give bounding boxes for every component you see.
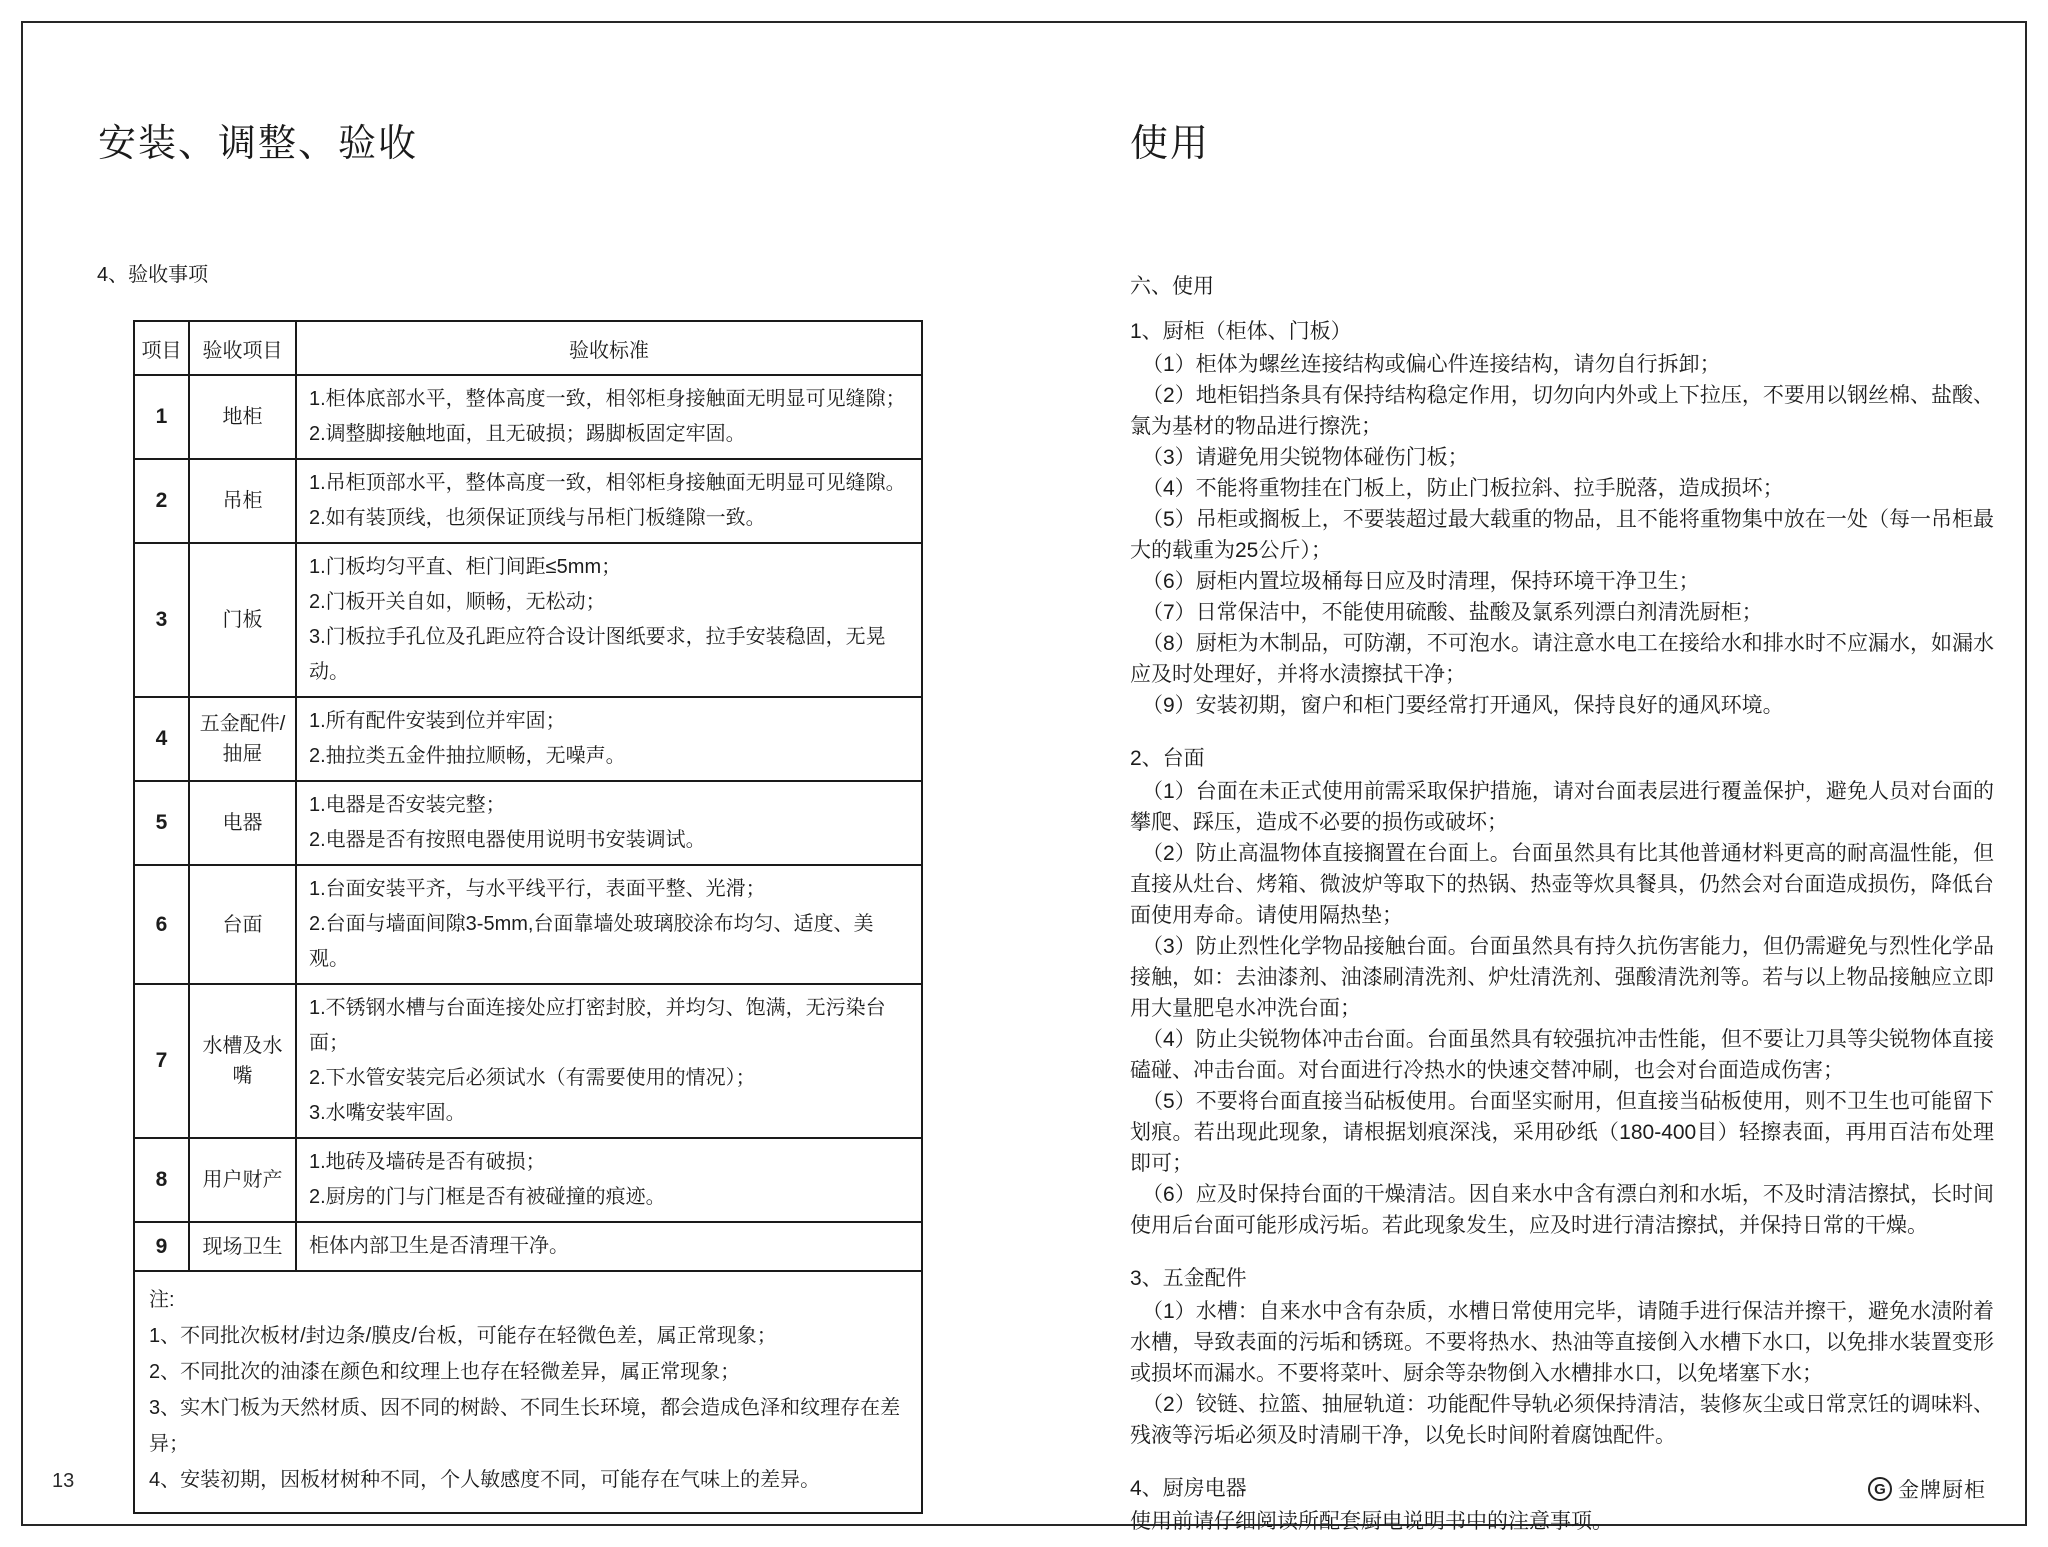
usage-paragraph: （2）铰链、拉篮、抽屉轨道：功能配件导轨必须保持清洁，装修灰尘或日常烹饪的调味料、残液等污垢必须及时清刷干净，以免长时间附着腐蚀配件。: [1130, 1393, 1994, 1447]
usage-paragraph: （1）水槽：自来水中含有杂质，水槽日常使用完毕，请随手进行保洁并擦干，避免水渍附着水槽，导致表面的污垢和锈斑。不要将热水、热油等直接倒入水槽下水口，以免排水装置变形或损坏而漏水。不要将菜叶、厨余等杂物倒入水槽排水口，以免堵塞下水；: [1130, 1300, 1994, 1385]
row-number: 7: [134, 984, 189, 1138]
notes-title: 注:: [149, 1289, 175, 1311]
note-line: 3、实木门板为天然材质、因不同的树龄、不同生长环境，都会造成色泽和纹理存在差异；: [149, 1397, 901, 1455]
standards-line: 1.吊柜顶部水平，整体高度一致，相邻柜身接触面无明显可见缝隙。: [309, 472, 906, 494]
standards-line: 2.抽拉类五金件抽拉顺畅，无噪声。: [309, 745, 626, 767]
row-item: 五金配件/抽屉: [189, 697, 296, 781]
standards-line: 3.水嘴安装牢固。: [309, 1102, 466, 1124]
table-row: [134, 781, 922, 865]
row-number: 6: [134, 865, 189, 984]
usage-paragraph: （5）吊柜或搁板上，不要装超过最大载重的物品，且不能将重物集中放在一处（每一吊柜最大的载重为25公斤）；: [1130, 508, 1994, 562]
standards-line: 2.厨房的门与门框是否有被碰撞的痕迹。: [309, 1186, 666, 1208]
usage-paragraph: （9）安装初期，窗户和柜门要经常打开通风，保持良好的通风环境。: [1142, 694, 1784, 717]
page-number: 13: [52, 1470, 75, 1492]
row-item: 台面: [189, 865, 296, 984]
standards-line: 2.如有装顶线，也须保证顶线与吊柜门板缝隙一致。: [309, 507, 766, 529]
brand-logo: [1868, 1474, 1986, 1504]
row-item: 水槽及水嘴: [189, 984, 296, 1138]
table-row: [134, 1222, 922, 1271]
usage-content: [1130, 270, 1994, 1547]
usage-block-heading: 1、厨柜（柜体、门板）: [1130, 320, 1352, 343]
table-row: [134, 543, 922, 697]
notes-cell: [134, 1271, 922, 1513]
row-standards: [296, 984, 922, 1138]
standards-line: 2.电器是否有按照电器使用说明书安装调试。: [309, 829, 706, 851]
usage-paragraph: （1）台面在未正式使用前需采取保护措施，请对台面表层进行覆盖保护，避免人员对台面的攀爬、踩压，造成不必要的损伤或破坏；: [1130, 780, 1994, 834]
usage-paragraph: （2）防止高温物体直接搁置在台面上。台面虽然具有比其他普通材料更高的耐高温性能，但直接从灶台、烤箱、微波炉等取下的热锅、热壶等炊具餐具，仍然会对台面造成损伤，降低台面使用寿命。请使用隔热垫；: [1130, 842, 1994, 927]
usage-block-cabinet: [1130, 316, 1994, 721]
table-row: [134, 375, 922, 459]
usage-block-heading: 4、厨房电器: [1130, 1477, 1247, 1500]
usage-paragraph: （6）厨柜内置垃圾桶每日应及时清理，保持环境干净卫生；: [1142, 570, 1700, 593]
note-line: 2、不同批次的油漆在颜色和纹理上也存在轻微差异，属正常现象；: [149, 1361, 741, 1383]
standards-line: 2.门板开关自如，顺畅，无松动；: [309, 591, 606, 613]
row-number: 2: [134, 459, 189, 543]
row-standards: [296, 375, 922, 459]
usage-block-appliance: [1130, 1473, 1994, 1537]
table-header-row: [134, 321, 922, 375]
standards-line: 1.不锈钢水槽与台面连接处应打密封胶，并均匀、饱满，无污染台面；: [309, 997, 886, 1054]
usage-paragraph: （4）防止尖锐物体冲击台面。台面虽然具有较强抗冲击性能，但不要让刀具等尖锐物体直接磕碰、冲击台面。对台面进行冷热水的快速交替冲刷，也会对台面造成伤害；: [1130, 1028, 1994, 1082]
usage-paragraph: （2）地柜铝挡条具有保持结构稳定作用，切勿向内外或上下拉压，不要用以钢丝棉、盐酸、氯为基材的物品进行擦洗；: [1130, 384, 1994, 438]
brand-name: 金牌厨柜: [1898, 1479, 1986, 1502]
row-number: 1: [134, 375, 189, 459]
page-title-left: 安装、调整、验收: [98, 123, 419, 165]
row-item: 现场卫生: [189, 1222, 296, 1271]
header-cell-no: 项目: [134, 321, 189, 375]
brand-g-icon: G: [1868, 1477, 1892, 1501]
row-item: 地柜: [189, 375, 296, 459]
row-number: 8: [134, 1138, 189, 1222]
header-cell-standard: 验收标准: [296, 321, 922, 375]
note-line: 4、安装初期，因板材树种不同，个人敏感度不同，可能存在气味上的差异。: [149, 1469, 821, 1491]
usage-block-heading: 2、台面: [1130, 747, 1205, 770]
note-line: 1、不同批次板材/封边条/膜皮/台板，可能存在轻微色差，属正常现象；: [149, 1325, 777, 1347]
row-standards: [296, 543, 922, 697]
table-row: [134, 865, 922, 984]
usage-paragraph: （3）防止烈性化学物品接触台面。台面虽然具有持久抗伤害能力，但仍需避免与烈性化学品接触，如：去油漆剂、油漆刷清洗剂、炉灶清洗剂、强酸清洗剂等。若与以上物品接触应立即用大量肥皂水冲洗台面；: [1130, 935, 1994, 1020]
usage-section-heading: 六、使用: [1130, 275, 1214, 298]
table-row: [134, 459, 922, 543]
row-standards: [296, 781, 922, 865]
header-cell-item: 验收项目: [189, 321, 296, 375]
standards-line: 1.门板均匀平直、柜门间距≤5mm；: [309, 556, 622, 578]
table-notes-row: [134, 1271, 922, 1513]
standards-line: 2.调整脚接触地面，且无破损；踢脚板固定牢固。: [309, 423, 746, 445]
standards-line: 1.台面安装平齐，与水平线平行，表面平整、光滑；: [309, 878, 766, 900]
row-item: 电器: [189, 781, 296, 865]
usage-paragraph: （5）不要将台面直接当砧板使用。台面坚实耐用，但直接当砧板使用，则不卫生也可能留下划痕。若出现此现象，请根据划痕深浅，采用砂纸（180-400目）轻擦表面，再用百洁布处理即可；: [1130, 1090, 1994, 1175]
row-item: 用户财产: [189, 1138, 296, 1222]
standards-line: 3.门板拉手孔位及孔距应符合设计图纸要求，拉手安装稳固，无晃动。: [309, 626, 886, 683]
row-item: 门板: [189, 543, 296, 697]
acceptance-table: [133, 320, 923, 1514]
row-number: 3: [134, 543, 189, 697]
usage-paragraph: （6）应及时保持台面的干燥清洁。因自来水中含有漂白剂和水垢，不及时清洁擦拭，长时间使用后台面可能形成污垢。若此现象发生，应及时进行清洁擦拭，并保持日常的干燥。: [1130, 1183, 1994, 1237]
standards-line: 1.电器是否安装完整；: [309, 794, 506, 816]
table-row: [134, 1138, 922, 1222]
usage-paragraph: （4）不能将重物挂在门板上，防止门板拉斜、拉手脱落，造成损坏；: [1142, 477, 1784, 500]
usage-block-heading: 3、五金配件: [1130, 1267, 1247, 1290]
usage-paragraph: 使用前请仔细阅读所配套厨电说明书中的注意事项。: [1130, 1510, 1613, 1533]
standards-line: 柜体内部卫生是否清理干净。: [309, 1235, 569, 1257]
row-standards: [296, 1138, 922, 1222]
row-standards: [296, 697, 922, 781]
usage-paragraph: （7）日常保洁中，不能使用硫酸、盐酸及氯系列漂白剂清洗厨柜；: [1142, 601, 1763, 624]
page-title-right: 使用: [1130, 123, 1211, 165]
row-standards: [296, 865, 922, 984]
standards-line: 1.柜体底部水平，整体高度一致，相邻柜身接触面无明显可见缝隙；: [309, 388, 906, 410]
row-standards: [296, 1222, 922, 1271]
row-number: 9: [134, 1222, 189, 1271]
table-row: [134, 697, 922, 781]
standards-line: 1.所有配件安装到位并牢固；: [309, 710, 566, 732]
standards-line: 2.台面与墙面间隙3-5mm,台面靠墙处玻璃胶涂布均匀、适度、美观。: [309, 913, 874, 970]
usage-paragraph: （1）柜体为螺丝连接结构或偏心件连接结构，请勿自行拆卸；: [1142, 353, 1721, 376]
usage-paragraph: （8）厨柜为木制品，可防潮，不可泡水。请注意水电工在接给水和排水时不应漏水，如漏水应及时处理好，并将水渍擦拭干净；: [1130, 632, 1994, 686]
row-number: 4: [134, 697, 189, 781]
usage-block-countertop: [1130, 743, 1994, 1241]
usage-paragraph: （3）请避免用尖锐物体碰伤门板；: [1142, 446, 1469, 469]
standards-line: 1.地砖及墙砖是否有破损；: [309, 1151, 546, 1173]
row-standards: [296, 459, 922, 543]
table-row: [134, 984, 922, 1138]
section-label-acceptance: 4、验收事项: [97, 264, 209, 286]
row-number: 5: [134, 781, 189, 865]
row-item: 吊柜: [189, 459, 296, 543]
standards-line: 2.下水管安装完后必须试水（有需要使用的情况）；: [309, 1067, 756, 1089]
usage-block-hardware: [1130, 1263, 1994, 1451]
